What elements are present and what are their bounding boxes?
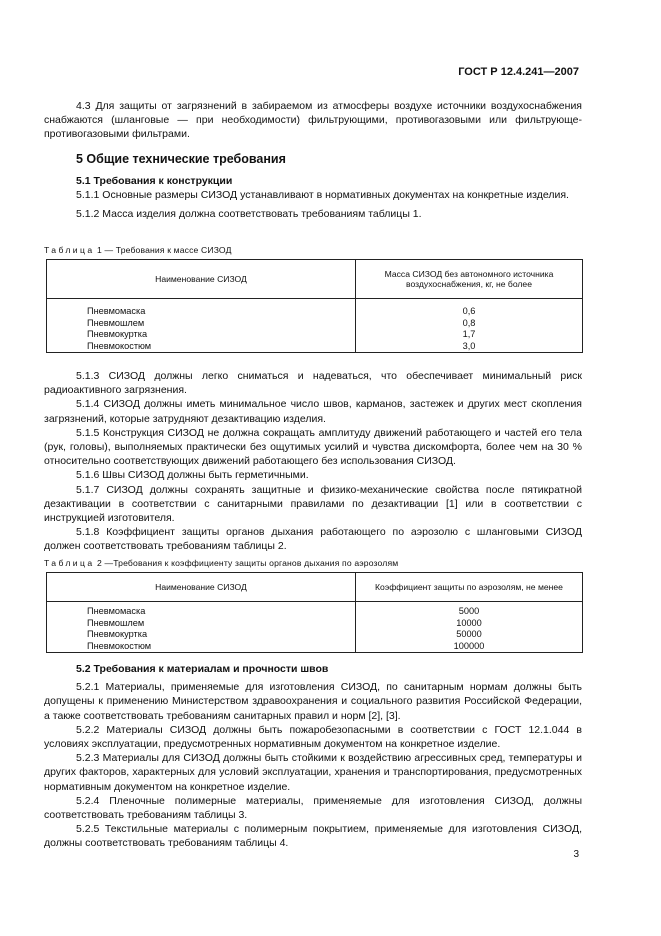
- table-2-header-name: Наименование СИЗОД: [47, 573, 356, 602]
- table-1-header-mass: Масса СИЗОД без автономного источника воздухоснабжения, кг, не более: [356, 260, 583, 299]
- paragraph-5-2-4: 5.2.4 Пленочные полимерные материалы, применяемые для изготовления СИЗОД, должны соответствовать требованиям таблицы 3.: [44, 794, 582, 822]
- table-1-title: 1 — Требования к массе СИЗОД: [97, 245, 232, 255]
- table-row: Пневмокуртка 1,7: [47, 329, 583, 341]
- paragraph-5-1-5: 5.1.5 Конструкция СИЗОД не должна сокращать амплитуду движений работающего и частей его тела (рук, головы), выполняемых практически без ощутимых усилий и чувства дискомфорта, более чем на 30 % относительно соответствующих движений работающего без использования СИЗОД.: [44, 426, 582, 468]
- table-2-caption: [44, 558, 398, 568]
- table-1-caption: [44, 245, 232, 255]
- paragraph-4-3: 4.3 Для защиты от загрязнений в забираемом из атмосферы воздухе источники воздухоснабжения снабжаются (шланговые — при необходимости) фильтрующими, противогазовыми или фильтрующе-противогазовыми фильтрами.: [44, 100, 582, 141]
- table-row: Пневмомаска 0,6: [47, 299, 583, 318]
- paragraph-5-2-1: 5.2.1 Материалы, применяемые для изготовления СИЗОД, по санитарным нормам должны быть допущены к применению Министерством здравоохранения и социального развития Российской Федерации, а также соответствовать требованиям санитарных правил и норм [2], [3].: [44, 681, 582, 722]
- table-1-header-name: Наименование СИЗОД: [47, 260, 356, 299]
- table-2-title: 2 —Требования к коэффициенту защиты органов дыхания по аэрозолям: [97, 558, 399, 568]
- table-row: Пневмошлем 10000: [47, 618, 583, 630]
- subsection-5-1-title: 5.1 Требования к конструкции: [76, 175, 233, 188]
- paragraph-5-1-6: 5.1.6 Швы СИЗОД должны быть герметичными.: [76, 469, 309, 482]
- paragraph-5-2-5: 5.2.5 Текстильные материалы с полимерным покрытием, применяемые для изготовления СИЗОД, должны соответствовать требованиям таблицы 4.: [44, 823, 582, 850]
- table-2-header-coefficient: Коэффициент защиты по аэрозолям, не менее: [356, 573, 583, 602]
- table-row: Пневмокуртка 50000: [47, 629, 583, 641]
- subsection-5-2-title: 5.2 Требования к материалам и прочности швов: [76, 663, 329, 675]
- table-1-label: Таблица: [44, 245, 95, 255]
- table-1: [46, 259, 583, 353]
- paragraph-5-2-3: 5.2.3 Материалы для СИЗОД должны быть стойкими к воздействию агрессивных сред, температуры и других факторов, характерных для условий эксплуатации, хранения и транспортирования, предусмотренных нормативным документом на конкретное изделие.: [44, 752, 582, 793]
- table-row: Пневмокостюм 100000: [47, 641, 583, 653]
- table-row: Пневмокостюм 3,0: [47, 341, 583, 353]
- table-2-header-row: [47, 573, 583, 602]
- page-number: 3: [573, 849, 579, 860]
- section-5-title: 5 Общие технические требования: [76, 152, 286, 166]
- paragraph-5-1-8: 5.1.8 Коэффициент защиты органов дыхания работающего по аэрозолю с шланговыми СИЗОД должен соответствовать требованиям таблицы 2.: [44, 526, 582, 553]
- table-row: Пневмошлем 0,8: [47, 318, 583, 330]
- section-5-2-block: [44, 662, 582, 851]
- table-1-header-row: [47, 260, 583, 299]
- section-5-block: [44, 152, 582, 221]
- table-2: [46, 572, 583, 653]
- paragraph-5-2-2: 5.2.2 Материалы СИЗОД должны быть пожаробезопасными в соответствии с ГОСТ 12.1.044 в условиях эксплуатации, предусмотренных нормативным документом на конкретное изделие.: [44, 723, 582, 751]
- table-2-label: Таблица: [44, 558, 95, 568]
- paragraph-5-1-3: 5.1.3 СИЗОД должны легко сниматься и надеваться, что обеспечивает минимальный риск радиоактивного загрязнения.: [44, 370, 582, 397]
- paragraph-5-1-7: 5.1.7 СИЗОД должны сохранять защитные и физико-механические свойства после пятикратной дезактивации в соответствии с санитарными правилами по дезактивации [1] или в соответствии с инструкцией изготовителя.: [44, 483, 582, 525]
- document-id: ГОСТ Р 12.4.241—2007: [458, 66, 579, 78]
- table-row: Пневмомаска 5000: [47, 602, 583, 618]
- section-5-1-paragraphs: [44, 369, 582, 554]
- paragraph-5-1-2: 5.1.2 Масса изделия должна соответствовать требованиям таблицы 1.: [76, 207, 422, 220]
- paragraph-4-3-block: [44, 99, 582, 142]
- paragraph-5-1-4: 5.1.4 СИЗОД должны иметь минимальное число швов, карманов, застежек и других мест скопления загрязнений, которые затрудняют дезактивацию изделия.: [44, 398, 582, 425]
- paragraph-5-1-1: 5.1.1 Основные размеры СИЗОД устанавливают в нормативных документах на конкретные изделия.: [76, 189, 569, 202]
